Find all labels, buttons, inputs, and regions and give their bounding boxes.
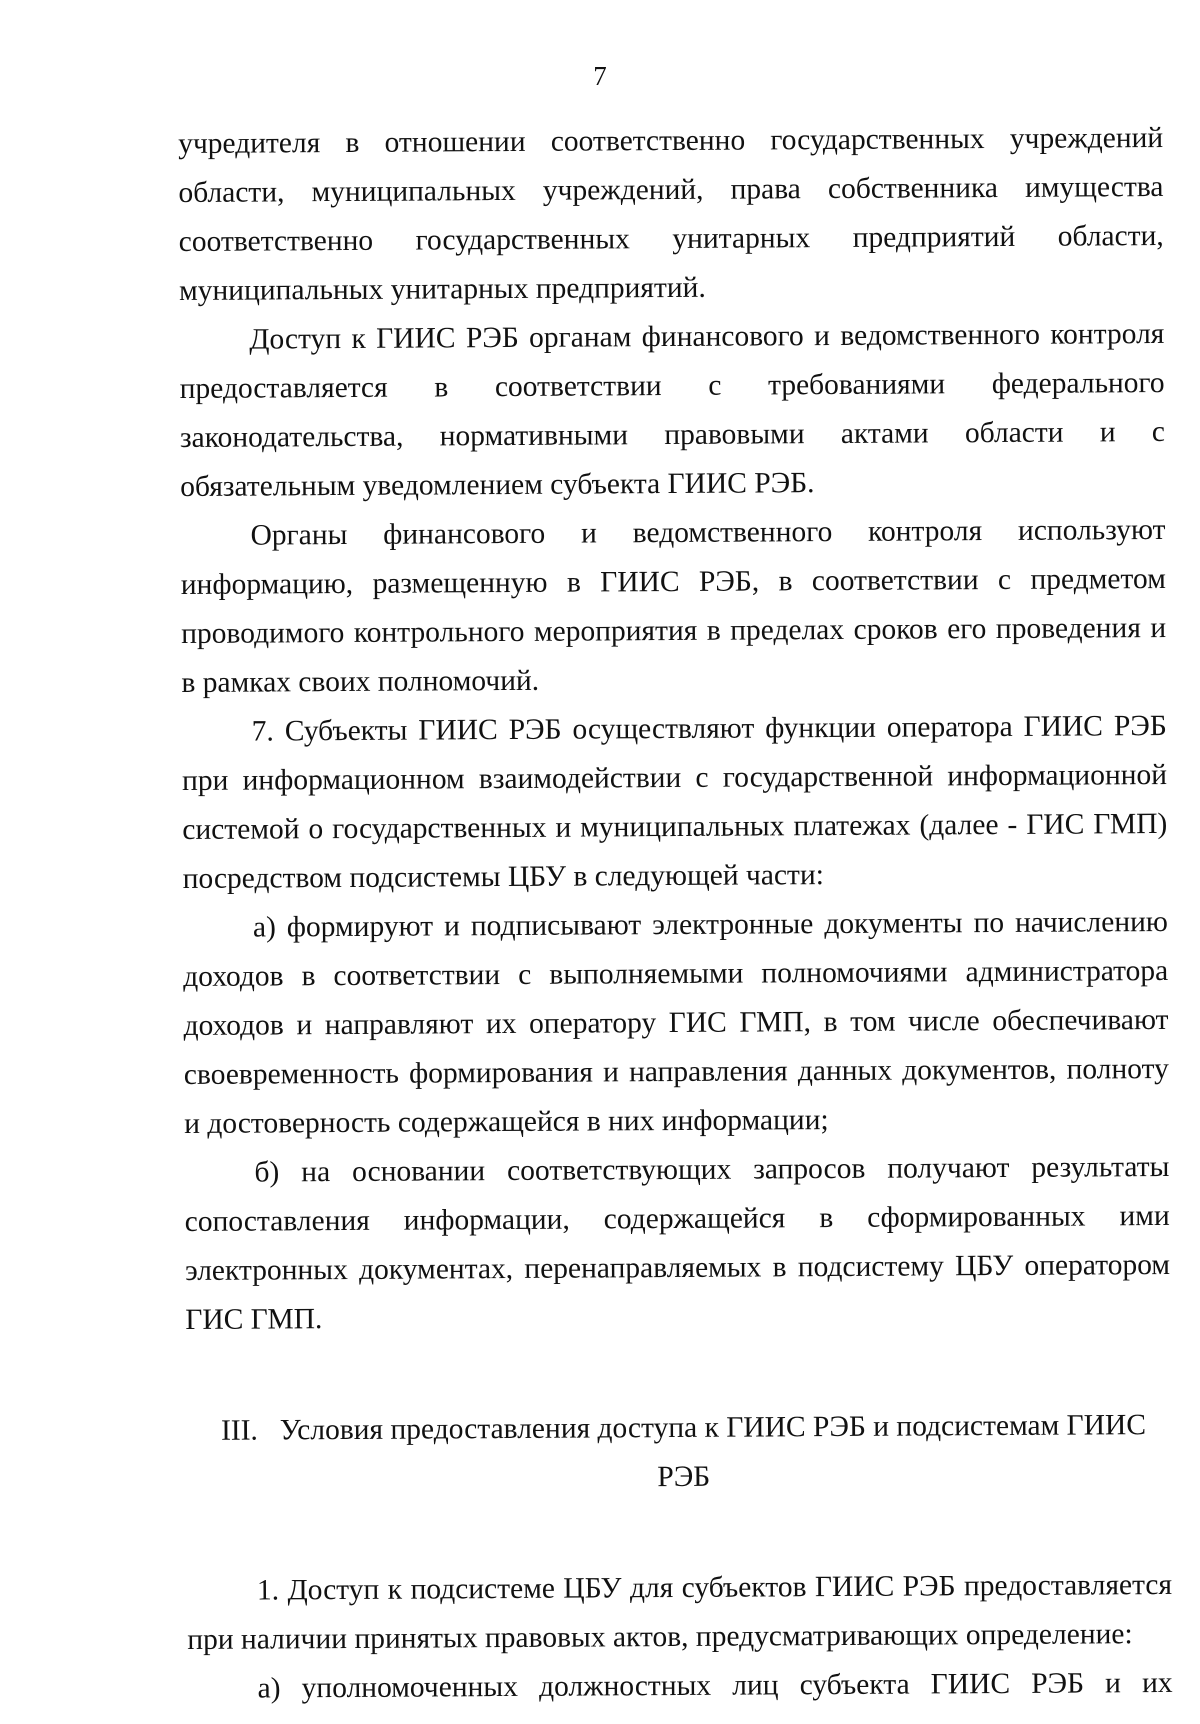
section-number: III. <box>220 1414 258 1447</box>
section-heading <box>186 1401 1172 1505</box>
paragraph-section-3-item-1a: а) уполномоченных должностных лиц субъекта ГИИС РЭБ и их <box>257 1666 1173 1705</box>
section-title: Условия предоставления доступа к ГИИС РЭБ и подсистемам ГИИС РЭБ <box>279 1409 1147 1494</box>
paragraph-item-7: 7. Субъекты ГИИС РЭБ осуществляют функции оператора ГИИС РЭБ при информационном взаимодействии с государственной информационной системой о государственных и муниципальных платежах (далее - ГИС ГМП) посредством подсистемы ЦБУ в следующей части: <box>181 709 1168 895</box>
paragraph-item-7a: а) формируют и подписывают электронные документы по начислению доходов в соответствии с выполняемыми полномочиями администратора доходов и направляют их оператору ГИС ГМП, в том числе обеспечивают своевременность формирования и направления данных документов, полноту и достоверность содержащейся в них информации; <box>183 905 1169 1140</box>
page-number: 7 <box>593 61 607 91</box>
document-body <box>178 114 1173 1714</box>
paragraph-control-bodies: Органы финансового и ведомственного контроля используют информацию, размещенную в ГИИС РЭБ, в соответствии с предметом проводимого контрольного мероприятия в пределах сроков его проведения и в рамках своих полномочий. <box>180 513 1167 699</box>
paragraph-control-access: Доступ к ГИИС РЭБ органам финансового и ведомственного контроля предоставляется в соответствии с требованиями федерального законодательства, нормативными правовыми актами области и с обязательным уведомлением субъекта ГИИС РЭБ. <box>179 317 1166 503</box>
paragraph-item-7b: б) на основании соответствующих запросов получают результаты сопоставления информации, содержащейся в сформированных ими электронных документах, перенаправляемых в подсистему ЦБУ оператором ГИС ГМП. <box>184 1150 1171 1336</box>
paragraph-section-3-item-1: 1. Доступ к подсистеме ЦБУ для субъектов ГИИС РЭБ предоставляется при наличии принятых правовых актов, предусматривающих определение: <box>187 1568 1173 1656</box>
paragraph-founder-rights: учредителя в отношении соответственно государственных учреждений области, муниципальных учреждений, права собственника имущества соответственно государственных унитарных предприятий области, муниципальных унитарных предприятий. <box>178 121 1164 307</box>
